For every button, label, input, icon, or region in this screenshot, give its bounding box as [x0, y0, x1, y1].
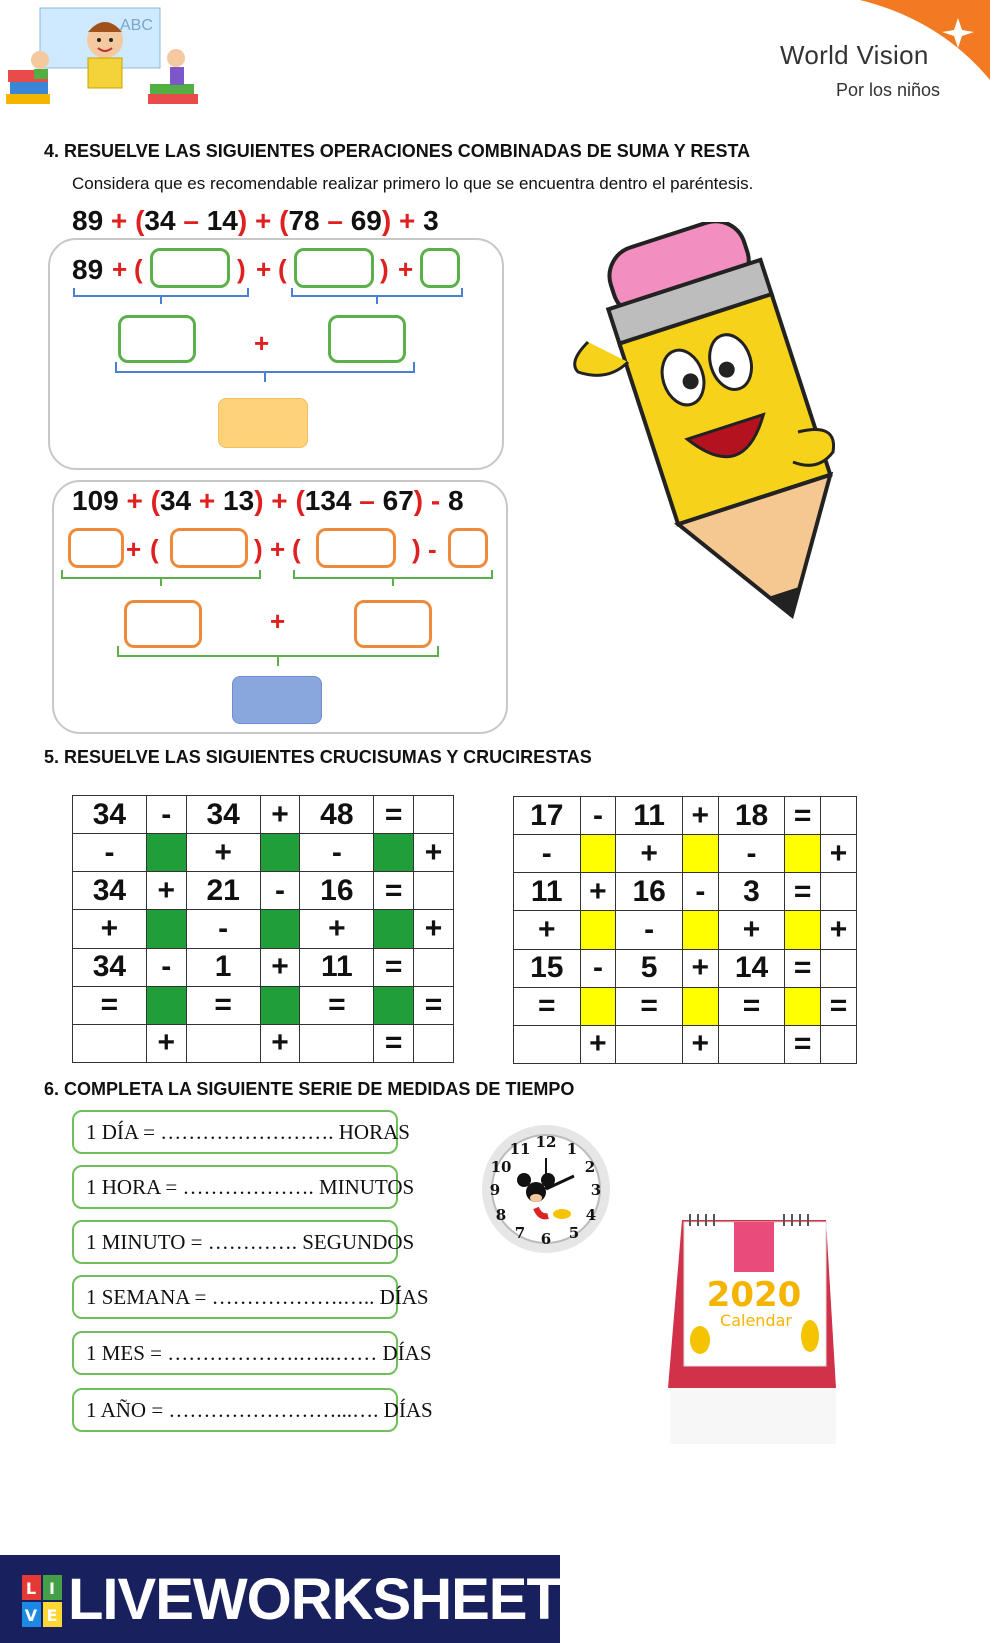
grid-cell: = — [374, 872, 414, 910]
clock-number: 10 — [490, 1158, 512, 1176]
clock-number: 6 — [540, 1230, 552, 1248]
grid-cell: - — [146, 948, 186, 986]
grid-cell: = — [186, 986, 260, 1024]
section-5-title: 5. RESUELVE LAS SIGUIENTES CRUCISUMAS Y CRUCIRESTAS — [44, 747, 592, 767]
calendar-illustration — [660, 1210, 838, 1446]
grid-cell: - — [300, 834, 374, 872]
answer-box-2d[interactable] — [448, 528, 488, 568]
grid-cell: 21 — [186, 872, 260, 910]
grid-cell: = — [785, 797, 821, 835]
answer-cell[interactable] — [414, 796, 454, 834]
grid-cell: 18 — [718, 797, 785, 835]
plus-sign: + — [270, 534, 286, 564]
grid-cell: - — [186, 910, 260, 948]
grid-cell: + — [146, 1024, 186, 1062]
grid-cell: - — [580, 949, 616, 987]
logo-tagline: Por los niños — [836, 80, 941, 100]
grid-row — [73, 796, 454, 834]
grid-cell: = — [374, 948, 414, 986]
grid-cell: - — [73, 834, 147, 872]
clock-illustration — [478, 1118, 614, 1260]
grid-row — [514, 835, 857, 873]
answer-cell[interactable] — [785, 987, 821, 1025]
close-paren: ) — [380, 254, 389, 284]
grid-cell: = — [821, 987, 857, 1025]
answer-cell[interactable] — [146, 910, 186, 948]
liveworksheets-logo-icon — [22, 1575, 62, 1627]
minus-sign: - — [428, 534, 437, 564]
answer-cell[interactable] — [186, 1024, 260, 1062]
answer-box-1e[interactable] — [328, 315, 406, 363]
grid-cell: 11 — [514, 873, 581, 911]
plus-sign: + — [398, 254, 414, 284]
grid-cell: + — [414, 834, 454, 872]
grid-cell: + — [616, 835, 683, 873]
grid-row — [514, 949, 857, 987]
answer-cell[interactable] — [374, 834, 414, 872]
chalkboard-text: ABC — [120, 17, 153, 34]
crossword-sum-grid-2 — [513, 796, 857, 1064]
answer-cell[interactable] — [260, 834, 300, 872]
grid-cell: 3 — [718, 873, 785, 911]
answer-cell[interactable] — [682, 911, 718, 949]
answer-cell[interactable] — [146, 834, 186, 872]
grid-cell: = — [616, 987, 683, 1025]
grid-row — [73, 948, 454, 986]
plus-sign: + — [126, 534, 142, 564]
grid-cell: + — [682, 1025, 718, 1063]
clock-number: 3 — [590, 1181, 602, 1199]
plus-sign: + — [254, 328, 270, 358]
clock-number: 12 — [535, 1133, 557, 1151]
open-paren: ( — [278, 254, 287, 284]
answer-cell[interactable] — [785, 911, 821, 949]
svg-text:V: V — [24, 1606, 38, 1625]
answer-cell[interactable] — [514, 1025, 581, 1063]
answer-cell[interactable] — [146, 986, 186, 1024]
time-measure-item[interactable]: 1 HORA = ………………. MINUTOS — [72, 1165, 398, 1209]
grid-cell: - — [260, 872, 300, 910]
grid-cell: + — [682, 949, 718, 987]
grid-cell: 15 — [514, 949, 581, 987]
exercise-1-expression: 89 + (34 – 14) + (78 – 69) + 3 — [72, 205, 439, 236]
answer-box-2f[interactable] — [354, 600, 432, 648]
grid-cell: + — [821, 911, 857, 949]
time-measure-item[interactable]: 1 MINUTO = …………. SEGUNDOS — [72, 1220, 398, 1264]
grid-cell: - — [616, 911, 683, 949]
answer-cell[interactable] — [821, 1025, 857, 1063]
grid-cell: 16 — [616, 873, 683, 911]
grid-cell: 11 — [616, 797, 683, 835]
answer-cell[interactable] — [580, 835, 616, 873]
header-illustration — [0, 0, 210, 112]
answer-cell[interactable] — [785, 835, 821, 873]
grid-cell: - — [580, 797, 616, 835]
exercise-2-expression: 109 + (34 + 13) + (134 – 67) - 8 — [72, 485, 464, 516]
clock-number: 8 — [495, 1206, 507, 1224]
close-paren: ) — [254, 534, 263, 564]
grid-cell: 1 — [186, 948, 260, 986]
answer-cell[interactable] — [414, 872, 454, 910]
exercise-1-first-number: 89 — [72, 254, 104, 285]
time-measure-item[interactable]: 1 AÑO = ……………………...…. DÍAS — [72, 1388, 398, 1432]
grid-cell: 48 — [300, 796, 374, 834]
plus-sign: + — [112, 254, 128, 284]
answer-cell[interactable] — [414, 1024, 454, 1062]
grid-cell: = — [374, 796, 414, 834]
crossword-sum-grid-1 — [72, 795, 454, 1063]
open-paren: ( — [134, 254, 143, 284]
answer-cell[interactable] — [374, 910, 414, 948]
logo-brand: World Vision — [780, 40, 929, 70]
grid-cell: 14 — [718, 949, 785, 987]
grid-cell: 34 — [73, 872, 147, 910]
calendar-year: 2020 — [706, 1275, 802, 1315]
grid-row — [514, 911, 857, 949]
answer-box-2b[interactable] — [170, 528, 248, 568]
open-paren: ( — [292, 534, 301, 564]
answer-cell[interactable] — [821, 949, 857, 987]
answer-cell[interactable] — [73, 1024, 147, 1062]
grid-cell: 34 — [73, 796, 147, 834]
answer-cell[interactable] — [260, 986, 300, 1024]
grid-cell: + — [514, 911, 581, 949]
grid-cell: + — [260, 948, 300, 986]
plus-sign: + — [256, 254, 272, 284]
grid-row — [514, 1025, 857, 1063]
clock-number: 9 — [489, 1181, 501, 1199]
answer-cell[interactable] — [580, 987, 616, 1025]
answer-box-1a[interactable] — [150, 248, 230, 288]
grid-cell: 34 — [186, 796, 260, 834]
close-paren: ) — [237, 254, 246, 284]
answer-cell[interactable] — [260, 910, 300, 948]
grid-cell: 34 — [73, 948, 147, 986]
clock-number: 2 — [584, 1158, 596, 1176]
grid-cell: = — [300, 986, 374, 1024]
section-4-subtitle: Considera que es recomendable realizar primero lo que se encuentra dentro el paréntesis. — [72, 174, 754, 193]
close-paren: ) — [412, 534, 421, 564]
grid-row — [514, 797, 857, 835]
grid-row — [514, 987, 857, 1025]
grid-cell: = — [514, 987, 581, 1025]
answer-cell[interactable] — [682, 987, 718, 1025]
svg-text:I: I — [49, 1579, 55, 1598]
footer-brand: LIVEWORKSHEETS — [68, 1567, 599, 1632]
answer-cell[interactable] — [821, 873, 857, 911]
clock-number: 11 — [509, 1140, 531, 1158]
grid-cell: + — [73, 910, 147, 948]
answer-cell[interactable] — [580, 911, 616, 949]
grid-cell: 11 — [300, 948, 374, 986]
clock-number: 4 — [585, 1206, 597, 1224]
grid-cell: = — [374, 1024, 414, 1062]
answer-cell[interactable] — [374, 986, 414, 1024]
grid-cell: + — [718, 911, 785, 949]
grid-cell: + — [682, 797, 718, 835]
clock-number: 7 — [514, 1224, 526, 1242]
grid-cell: + — [414, 910, 454, 948]
plus-sign: + — [270, 606, 286, 636]
answer-cell[interactable] — [616, 1025, 683, 1063]
grid-cell: - — [514, 835, 581, 873]
clock-number: 5 — [568, 1224, 580, 1242]
answer-cell[interactable] — [821, 797, 857, 835]
grid-row — [73, 834, 454, 872]
grid-cell: + — [146, 872, 186, 910]
result-box-1[interactable] — [218, 398, 308, 448]
open-paren: ( — [150, 534, 159, 564]
answer-box-2a[interactable] — [68, 528, 124, 568]
grid-row — [73, 986, 454, 1024]
answer-cell[interactable] — [300, 1024, 374, 1062]
grid-cell: + — [300, 910, 374, 948]
answer-box-2c[interactable] — [316, 528, 396, 568]
grid-cell: + — [580, 873, 616, 911]
svg-text:L: L — [25, 1579, 37, 1598]
grid-cell: = — [785, 949, 821, 987]
grid-row — [514, 873, 857, 911]
answer-box-1c[interactable] — [420, 248, 460, 288]
grid-row — [73, 910, 454, 948]
grid-cell: + — [260, 1024, 300, 1062]
grid-cell: + — [580, 1025, 616, 1063]
grid-cell: = — [785, 873, 821, 911]
answer-cell[interactable] — [414, 948, 454, 986]
section-6-title: 6. COMPLETA LA SIGUIENTE SERIE DE MEDIDAS DE TIEMPO — [44, 1079, 575, 1099]
grid-cell: + — [821, 835, 857, 873]
answer-box-2e[interactable] — [124, 600, 202, 648]
grid-row — [73, 872, 454, 910]
time-measure-item[interactable]: 1 SEMANA = ……………….….. DÍAS — [72, 1275, 398, 1319]
pencil-mascot-illustration — [548, 222, 848, 652]
svg-text:E: E — [46, 1606, 58, 1625]
grid-cell: - — [146, 796, 186, 834]
result-box-2[interactable] — [232, 676, 322, 724]
grid-row — [73, 1024, 454, 1062]
time-measure-item[interactable]: 1 DÍA = ……………………. HORAS — [72, 1110, 398, 1154]
time-measure-item[interactable]: 1 MES = ……………….…...…… DÍAS — [72, 1331, 398, 1375]
grid-cell: = — [785, 1025, 821, 1063]
clock-number: 1 — [566, 1140, 578, 1158]
grid-cell: - — [682, 873, 718, 911]
grid-cell: = — [414, 986, 454, 1024]
grid-cell: 17 — [514, 797, 581, 835]
grid-cell: + — [186, 834, 260, 872]
grid-cell: + — [260, 796, 300, 834]
grid-cell: 16 — [300, 872, 374, 910]
answer-box-1d[interactable] — [118, 315, 196, 363]
grid-cell: = — [73, 986, 147, 1024]
answer-cell[interactable] — [718, 1025, 785, 1063]
grid-cell: - — [718, 835, 785, 873]
grid-cell: = — [718, 987, 785, 1025]
calendar-label: Calendar — [720, 1311, 792, 1330]
answer-cell[interactable] — [682, 835, 718, 873]
grid-cell: 5 — [616, 949, 683, 987]
answer-box-1b[interactable] — [294, 248, 374, 288]
section-4-title: 4. RESUELVE LAS SIGUIENTES OPERACIONES COMBINADAS DE SUMA Y RESTA — [44, 141, 751, 161]
